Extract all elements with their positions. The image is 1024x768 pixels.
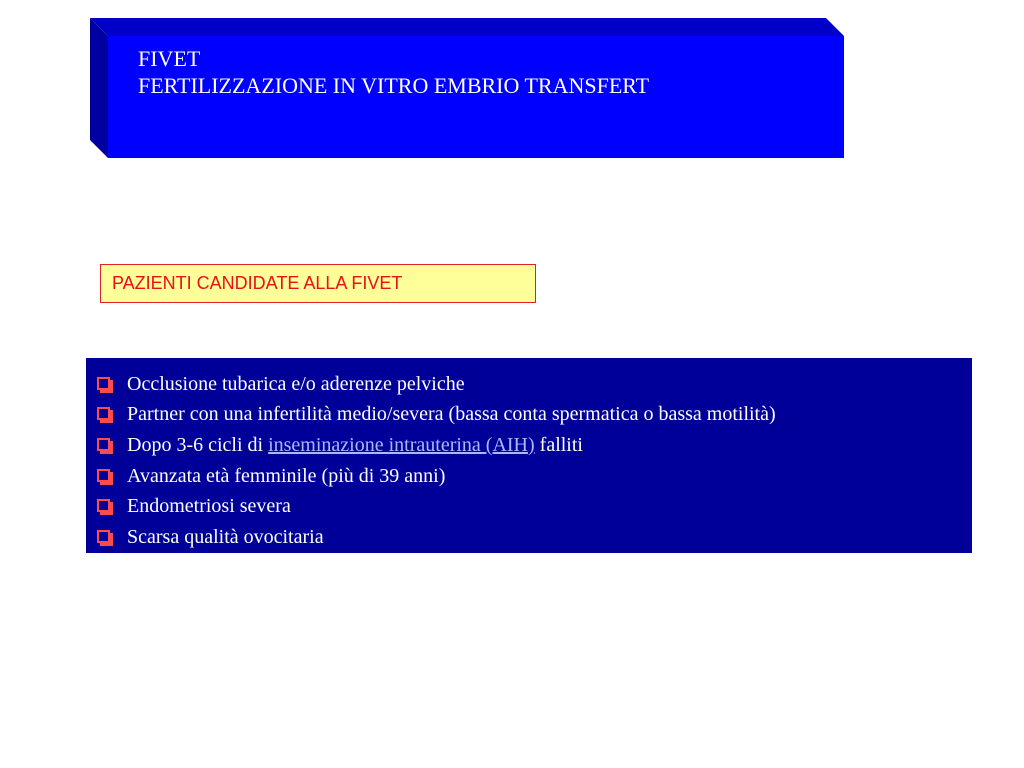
candidates-label-text: PAZIENTI CANDIDATE ALLA FIVET bbox=[112, 273, 403, 293]
hollow-square-bullet-icon bbox=[97, 377, 110, 390]
criteria-list bbox=[96, 369, 972, 553]
hollow-square-bullet-icon bbox=[97, 530, 110, 543]
list-item-text-before: Dopo 3-6 cicli di bbox=[127, 433, 264, 456]
list-item bbox=[96, 461, 972, 492]
title-line-2: FERTILIZZAZIONE IN VITRO EMBRIO TRANSFERT bbox=[138, 73, 650, 98]
title-block bbox=[90, 18, 844, 158]
list-item bbox=[96, 369, 972, 400]
title-line-1: FIVET bbox=[138, 46, 201, 71]
hollow-square-bullet-icon bbox=[97, 469, 110, 482]
list-item-text: Partner con una infertilità medio/severa (bassa conta spermatica o bassa motilità) bbox=[127, 403, 776, 426]
title-box-top-face bbox=[90, 18, 844, 36]
title-box-side-face bbox=[90, 18, 108, 158]
title-text bbox=[138, 45, 649, 99]
list-item bbox=[96, 430, 972, 461]
list-item bbox=[96, 400, 972, 431]
list-item bbox=[96, 522, 972, 553]
list-item bbox=[96, 491, 972, 522]
criteria-panel bbox=[86, 358, 972, 553]
list-item-text-after: falliti bbox=[539, 433, 583, 456]
hollow-square-bullet-icon bbox=[97, 438, 110, 451]
list-item-text: Scarsa qualità ovocitaria bbox=[127, 525, 324, 548]
hollow-square-bullet-icon bbox=[97, 499, 110, 512]
hollow-square-bullet-icon bbox=[97, 407, 110, 420]
list-item-text: Occlusione tubarica e/o aderenze pelviche bbox=[127, 372, 465, 395]
candidates-label-box bbox=[100, 264, 536, 303]
list-item-text: Endometriosi severa bbox=[127, 495, 291, 518]
aih-link[interactable]: inseminazione intrauterina (AIH) bbox=[268, 433, 535, 456]
list-item-text: Avanzata età femminile (più di 39 anni) bbox=[127, 464, 446, 487]
